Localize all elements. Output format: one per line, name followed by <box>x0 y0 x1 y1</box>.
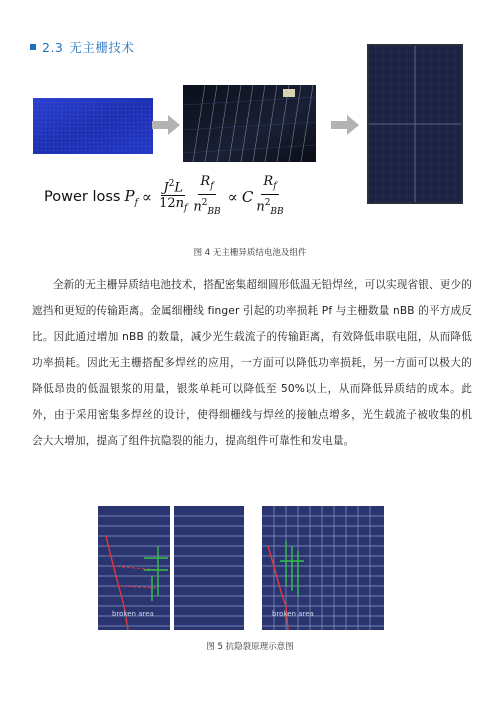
hjt-cell-image <box>33 98 153 154</box>
broken-area-label: broken area <box>112 610 154 618</box>
broken-area-label: broken area <box>272 610 314 618</box>
formula-prefix: Power loss <box>44 189 121 205</box>
crack-diagram-multiwire <box>262 506 384 630</box>
section-number: 2.3 <box>42 39 64 55</box>
body-paragraph: 全新的无主栅异质结电池技术，搭配密集超细圆形低温无铅焊丝，可以实现省银、更少的遮挡和更短的传输距离。金属细栅线 finger 引起的功率损耗 Pf 与主栅数量 nBB 的平方成反比。因此通过增加 nBB 的数量，减少光生载流子的传输距离，有效降低串联电阻，从而降低功率损耗。因此无主栅搭配多焊丝的应用，一方面可以降低功率损耗，另一方面可以极大的降低昂贵的低温银浆的用量，银浆单耗可以降低至 50%以上，从而降低异质结的成本。此外，由于采用密集多焊丝的设计，使得细栅线与焊丝的接触点增多，光生载流子被收集的机会大大增加，提高了组件抗隐裂的能力，提高组件可靠性和发电量。 <box>32 279 473 447</box>
multi-wire-image <box>183 85 316 162</box>
arrow-right-icon <box>331 115 359 135</box>
power-loss-formula: Power loss $P_f$ ∝ $\frac{J^2L}{12n_f}$ $\frac{R_f}{n^2_{BB}}$ ∝ C $\frac{R_f}{n^2_{BB}}$ <box>44 173 284 218</box>
figure-4-caption: 图 4 无主栅异质结电池及组件 <box>193 248 307 258</box>
section-heading <box>30 38 134 56</box>
solar-module-image <box>367 44 463 204</box>
section-title: 无主栅技术 <box>69 40 135 55</box>
heading-bullet <box>30 44 36 50</box>
crack-diagram-busbar <box>98 506 244 630</box>
figure-5-caption: 图 5 抗隐裂原理示意图 <box>206 642 294 652</box>
arrow-right-icon <box>152 115 180 135</box>
